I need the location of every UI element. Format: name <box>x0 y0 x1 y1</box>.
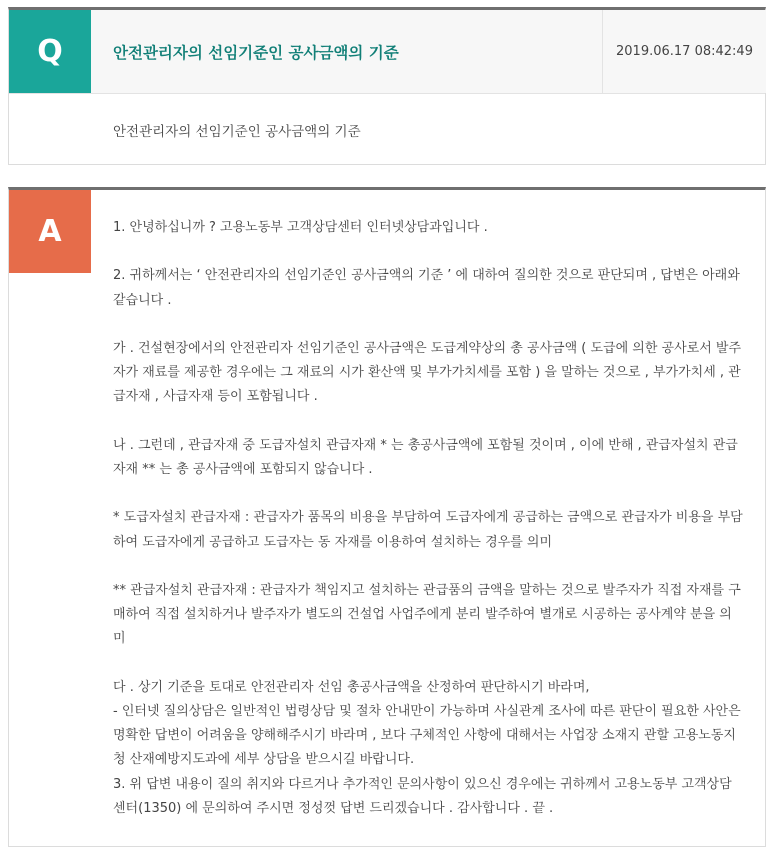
answer-paragraph: 나 . 그런데 , 관급자재 중 도급자설치 관급자재 * 는 총공사금액에 포함될 것이며 , 이에 반해 , 관급자설치 관급자재 ** 는 총 공사금액에 포함되지 않습니다 . <box>113 437 738 477</box>
answer-body <box>113 216 743 821</box>
answer-paragraph: 가 . 건설현장에서의 안전관리자 선임기준인 공사금액은 도급계약상의 총 공사금액 ( 도급에 의한 공사로서 발주자가 재료를 제공한 경우에는 그 재료의 시가 환산액 및 부가가치세를 포함 ) 을 말하는 것으로 , 부가가치세 , 관급자재 , 사급자재 등이 포함됩니다 . <box>113 340 742 405</box>
answer-paragraph: 1. 안녕하십니까 ? 고용노동부 고객상담센터 인터넷상담과입니다 . <box>113 220 488 235</box>
answer-paragraph: 3. 위 답변 내용이 질의 취지와 다르거나 추가적인 문의사항이 있으신 경우에는 귀하께서 고용노동부 고객상담센터(1350) 에 문의하여 주시면 정성껏 답변 드리겠습니다 . 감사합니다 . 끝 . <box>113 776 732 816</box>
answer-paragraph: 다 . 상기 기준을 토대로 안전관리자 선임 총공사금액을 산정하여 판단하시기 바라며, <box>113 679 590 695</box>
question-badge: Q <box>9 10 91 93</box>
question-date: 2019.06.17 08:42:49 <box>602 10 766 93</box>
answer-paragraph: 2. 귀하께서는 ‘ 안전관리자의 선임기준인 공사금액의 기준 ’ 에 대하여 질의한 것으로 판단되며 , 답변은 아래와 같습니다 . <box>113 268 740 308</box>
answer-paragraph: * 도급자설치 관급자재 : 관급자가 품목의 비용을 부담하여 도급자에게 공급하는 금액으로 관급자가 비용을 부담하여 도급자에게 공급하고 도급자는 동 자재를 이용하여 설치하는 경우를 의미 <box>113 510 743 550</box>
question-body: 안전관리자의 선임기준인 공사금액의 기준 <box>113 124 361 140</box>
question-panel <box>8 7 766 165</box>
answer-panel <box>8 187 766 847</box>
question-title: 안전관리자의 선임기준인 공사금액의 기준 <box>113 43 399 62</box>
answer-paragraph: - 인터넷 질의상담은 일반적인 법령상담 및 절차 안내만이 가능하며 사실관계 조사에 따른 판단이 필요한 사안은 명확한 답변이 어려움을 양해해주시기 바라며 , 보다 구체적인 사항에 대해서는 사업장 소재지 관할 고용노동지청 산재예방지도과에 세부 상담을 받으시길 바랍니다. <box>113 703 741 768</box>
answer-paragraph: ** 관급자설치 관급자재 : 관급자가 책임지고 설치하는 관급품의 금액을 말하는 것으로 발주자가 직접 자재를 구매하여 직접 설치하거나 발주자가 별도의 건설업 사업주에게 분리 발주하여 별개로 시공하는 공사계약 분을 의미 <box>113 582 741 647</box>
answer-badge: A <box>9 190 91 273</box>
question-header <box>9 10 765 94</box>
